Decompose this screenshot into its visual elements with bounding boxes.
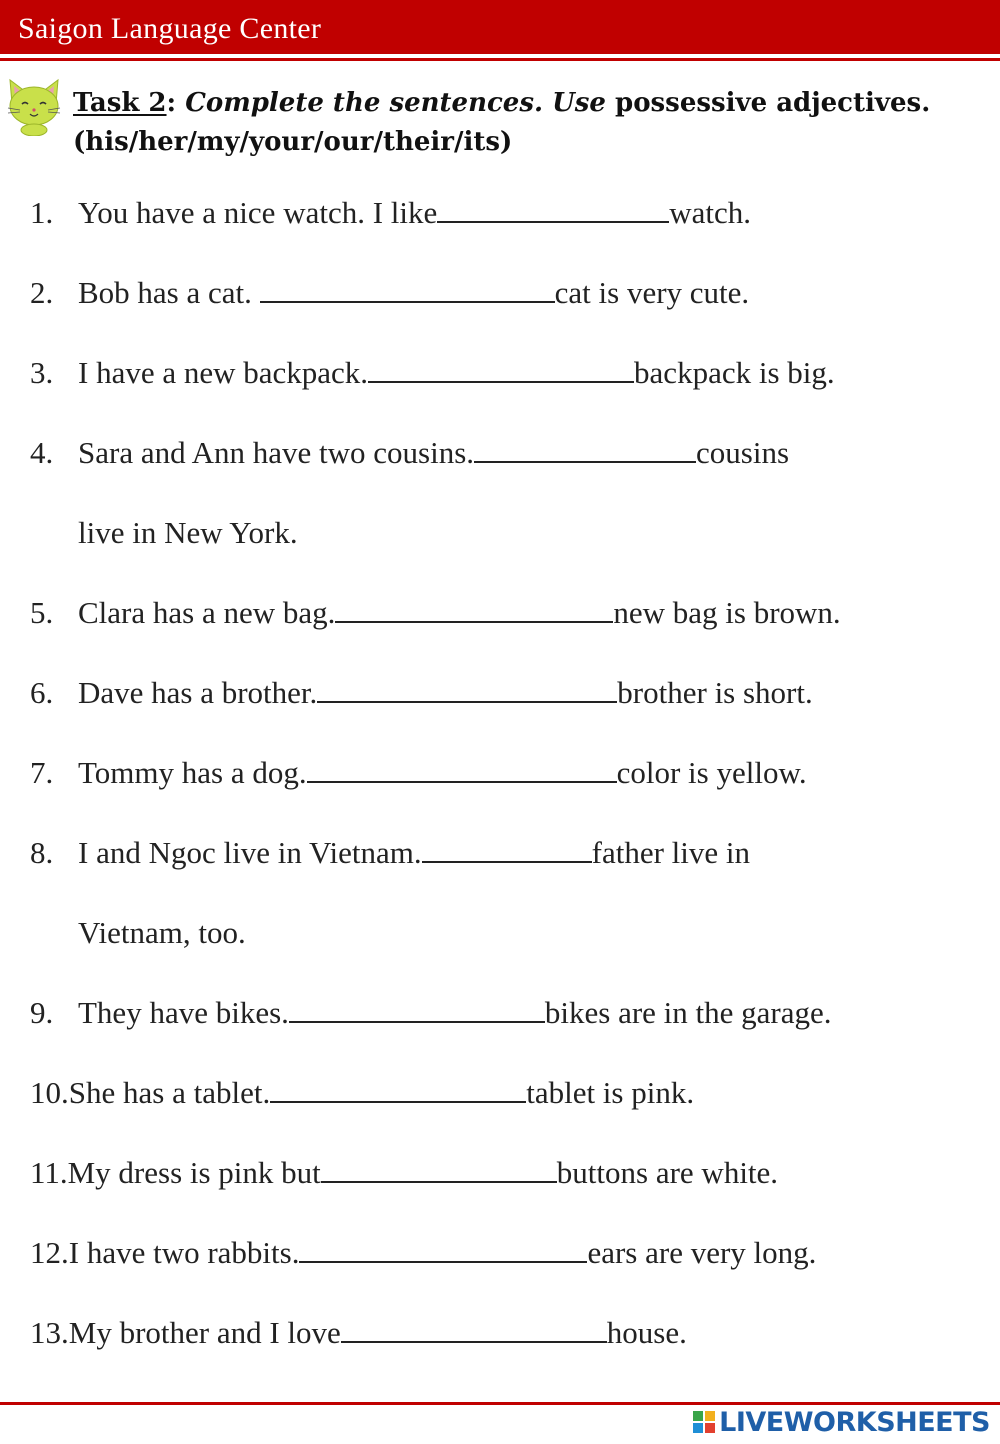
item-number: 2. (30, 275, 54, 310)
exercise-item (30, 673, 1000, 713)
item-number: 8. (30, 835, 54, 870)
exercise-item (30, 353, 1000, 393)
task-instruction-italic: Complete the sentences. Use (185, 88, 606, 118)
answer-blank[interactable] (299, 1235, 587, 1263)
item-number: 10. (30, 1075, 69, 1110)
item-number: 4. (30, 435, 54, 470)
item-text-after: color is yellow. (616, 755, 807, 790)
item-text-after: backpack is big. (634, 355, 835, 390)
exercise-item (30, 1313, 1000, 1353)
liveworksheets-logo (693, 1404, 990, 1440)
header-divider (0, 58, 1000, 61)
item-number: 3. (30, 355, 54, 390)
item-text-after: bikes are in the garage. (544, 995, 832, 1030)
header-title: Saigon Language Center (18, 12, 322, 45)
item-text-before: I have a new backpack. (78, 355, 369, 390)
item-text-after: watch. (669, 195, 752, 230)
item-number: 7. (30, 755, 54, 790)
item-text-after: new bag is brown. (613, 595, 841, 630)
item-number: 9. (30, 995, 54, 1030)
item-text-before: They have bikes. (78, 995, 289, 1030)
item-text-after: brother is short. (617, 675, 813, 710)
item-text-before: My dress is pink but (67, 1155, 321, 1190)
item-text-before: Clara has a new bag. (78, 595, 336, 630)
item-text-before: I have two rabbits. (68, 1235, 300, 1270)
logo-text: LIVEWORKSHEETS (719, 1406, 990, 1438)
answer-blank[interactable] (307, 755, 617, 783)
answer-blank[interactable] (422, 835, 592, 863)
exercise-item (30, 193, 1000, 233)
item-number: 13. (30, 1315, 69, 1350)
item-number: 11. (30, 1155, 68, 1190)
answer-blank[interactable] (317, 675, 617, 703)
answer-blank[interactable] (368, 355, 634, 383)
item-text-after: father live in (591, 835, 751, 870)
task-instruction-rest: possessive adjectives. (his/her/my/your/our/their/its) (73, 88, 931, 157)
exercise-item (30, 1233, 1000, 1273)
cat-mascot-icon (4, 74, 64, 136)
item-text-before: You have a nice watch. I like (78, 195, 438, 230)
exercise-item (30, 753, 1000, 793)
exercise-item (30, 1073, 1000, 1113)
answer-blank[interactable] (341, 1315, 607, 1343)
item-number: 12. (30, 1235, 69, 1270)
exercise-item (30, 833, 1000, 873)
exercise-item (30, 593, 1000, 633)
item-text-before: Bob has a cat. (78, 275, 260, 310)
item-text-after: ears are very long. (587, 1235, 817, 1270)
item-text-after: house. (606, 1315, 687, 1350)
item-text-before: I and Ngoc live in Vietnam. (78, 835, 422, 870)
task-heading (73, 84, 983, 162)
task-colon: : (166, 88, 177, 118)
exercise-item (30, 433, 1000, 473)
answer-blank[interactable] (260, 275, 555, 303)
answer-blank[interactable] (335, 595, 613, 623)
item-text-before: Sara and Ann have two cousins. (78, 435, 475, 470)
answer-blank[interactable] (270, 1075, 526, 1103)
exercise-item (30, 1153, 1000, 1193)
answer-blank[interactable] (321, 1155, 557, 1183)
item-text-before: She has a tablet. (68, 1075, 271, 1110)
item-number: 1. (30, 195, 54, 230)
answer-blank[interactable] (474, 435, 696, 463)
item-text-after: tablet is pink. (526, 1075, 695, 1110)
item-continuation: Vietnam, too. (78, 915, 246, 950)
item-text-before: Tommy has a dog. (78, 755, 307, 790)
item-continuation: live in New York. (78, 515, 298, 550)
liveworksheets-logo-icon (693, 1411, 715, 1433)
item-text-after: cousins (696, 435, 790, 470)
item-text-before: Dave has a brother. (78, 675, 318, 710)
exercise-item (30, 273, 1000, 313)
task-label: Task 2 (73, 88, 167, 118)
answer-blank[interactable] (289, 995, 545, 1023)
exercise-item (30, 993, 1000, 1033)
item-text-before: My brother and I love (68, 1315, 341, 1350)
answer-blank[interactable] (437, 195, 669, 223)
header-bar (0, 0, 1000, 54)
item-number: 5. (30, 595, 54, 630)
item-number: 6. (30, 675, 54, 710)
item-text-after: cat is very cute. (554, 275, 750, 310)
item-text-after: buttons are white. (556, 1155, 779, 1190)
